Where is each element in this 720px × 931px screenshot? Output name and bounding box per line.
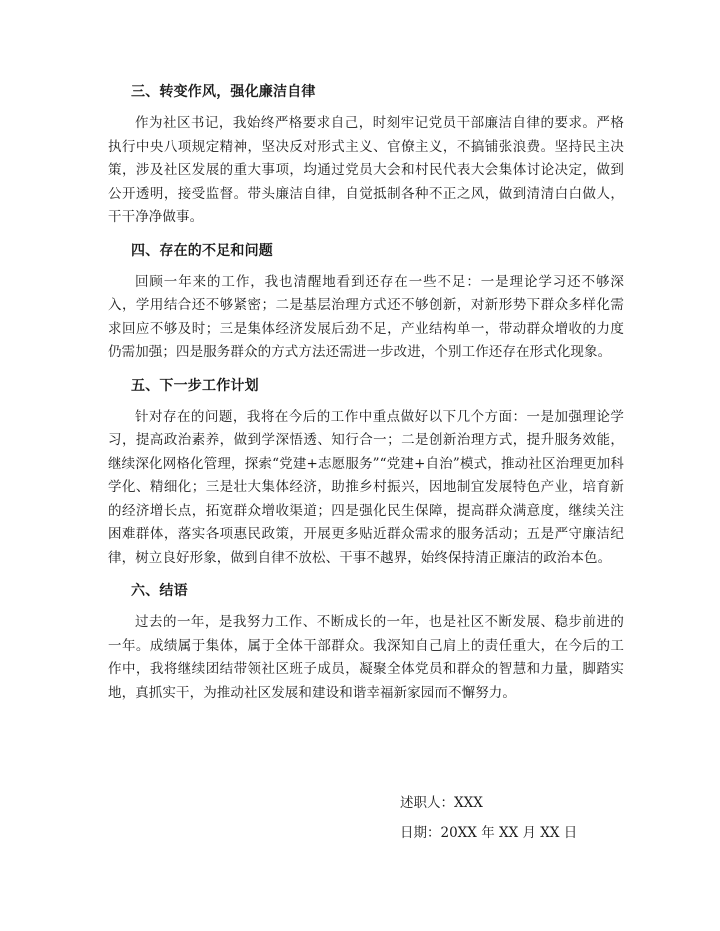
section-paragraph: 过去的一年，是我努力工作、不断成长的一年，也是社区不断发展、稳步前进的一年。成绩属于集体，属于全体干部群众。我深知自己肩上的责任重大，在今后的工作中，我将继续团结带领社区班子成员，凝聚全体党员和群众的智慧和力量，脚踏实地，真抓实干，为推动社区发展和建设和谐幸福新家园而不懈努力。 bbox=[108, 614, 624, 701]
section-paragraph: 针对存在的问题，我将在今后的工作中重点做好以下几个方面：一是加强理论学习，提高政治素养，做到学深悟透、知行合一；二是创新治理方式，提升服务效能，继续深化网格化管理，探索“党建+志愿服务”“党建+自治”模式，推动社区治理更加科学化、精细化；三是壮大集体经济，助推乡村振兴，因地制宜发展特色产业，培育新的经济增长点，拓宽群众增收渠道；四是强化民生保障，提高群众满意度，继续关注困难群体，落实各项惠民政策，开展更多贴近群众需求的服务活动；五是严守廉洁纪律，树立良好形象，做到自律不放松、干事不越界，始终保持清正廉洁的政治本色。 bbox=[108, 408, 624, 566]
section-paragraph: 作为社区书记，我始终严格要求自己，时刻牢记党员干部廉洁自律的要求。严格执行中央八项规定精神，坚决反对形式主义、官僚主义，不搞铺张浪费。坚持民主决策，涉及社区发展的重大事项，均通过党员大会和村民代表大会集体讨论决定，做到公开透明，接受监督。带头廉洁自律，自觉抵制各种不正之风，做到清清白白做人，干干净净做事。 bbox=[108, 115, 624, 225]
section-work-style bbox=[108, 80, 624, 230]
section-next-plan bbox=[108, 374, 624, 571]
section-heading: 三、转变作风，强化廉洁自律 bbox=[131, 84, 316, 100]
section-heading: 六、结语 bbox=[131, 583, 188, 599]
document-body bbox=[108, 80, 624, 714]
signature-name: 述职人：XXX bbox=[400, 795, 483, 811]
section-heading: 五、下一步工作计划 bbox=[131, 377, 259, 394]
section-heading: 四、存在的不足和问题 bbox=[131, 242, 273, 259]
section-paragraph: 回顾一年来的工作，我也清醒地看到还存在一些不足：一是理论学习还不够深入，学用结合还不够紧密；二是基层治理方式还不够创新，对新形势下群众多样化需求回应不够及时；三是集体经济发展后劲不足，产业结构单一，带动群众增收的力度仍需加强；四是服务群众的方式方法还需进一步改进，个别工作还存在形式化现象。 bbox=[108, 273, 624, 360]
section-conclusion bbox=[108, 579, 624, 705]
section-shortcomings bbox=[108, 239, 624, 365]
signature-date: 日期：20XX 年 XX 月 XX 日 bbox=[400, 825, 578, 841]
